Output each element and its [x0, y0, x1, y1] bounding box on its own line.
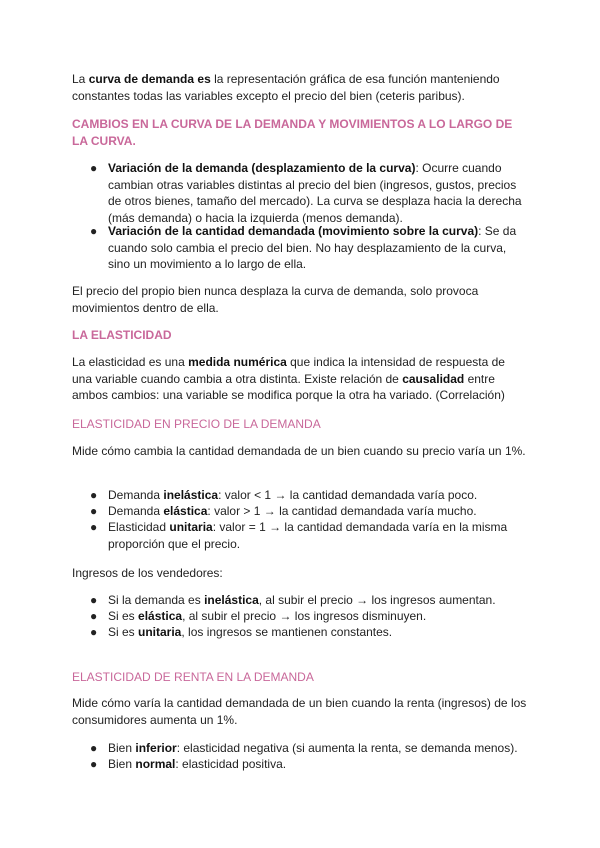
text-run: Bien: [108, 757, 136, 771]
bold-term: elástica: [138, 609, 183, 623]
bold-term: Variación de la demanda (desplazamiento de la curva): [108, 161, 416, 175]
text-run: , al subir el precio → los ingresos disminuyen.: [182, 609, 427, 623]
text-run: Si es: [108, 625, 139, 639]
text-run: Bien: [108, 741, 136, 755]
bullet-icon: ●: [90, 161, 98, 175]
bullet-icon: ●: [90, 488, 98, 502]
section-heading-precio: ELASTICIDAD EN PRECIO DE LA DEMANDA: [72, 417, 321, 431]
bold-term: inferior: [135, 741, 177, 755]
text-run: : valor < 1 → la cantidad demandada varía poco.: [218, 488, 478, 502]
renta-intro: Mide cómo varía la cantidad demandada de un bien cuando la renta (ingresos) de los consumidores aumenta un 1%.: [72, 696, 527, 727]
bold-term: Variación de la cantidad demandada (movimiento sobre la curva): [108, 224, 479, 238]
intro-paragraph: [72, 71, 528, 104]
bullet-icon: ●: [90, 625, 98, 639]
bold-term: inelástica: [204, 593, 259, 607]
section-heading-elasticidad: LA ELASTICIDAD: [72, 328, 172, 342]
bullet-icon: ●: [90, 609, 98, 623]
bold-term: medida numérica: [188, 355, 287, 369]
text-run: Demanda: [108, 504, 164, 518]
text-run: : Se da cuando solo cambia el precio del bien. No hay desplazamiento de la curva, sino un movimiento a lo largo de ella.: [108, 224, 517, 271]
text-run: : valor = 1 → la cantidad demandada varía en la misma proporción que el precio.: [108, 520, 508, 551]
bold-term: inelástica: [163, 488, 219, 502]
bold-term: unitaria: [169, 520, 213, 534]
text-run: : Ocurre cuando cambian otras variables distintas al precio del bien (ingresos, gustos, precios de otros bienes, tamaño del mercado). La curva se desplaza hacia la derecha (más demanda) o hacia la izquierda (menos demanda).: [108, 161, 522, 225]
text-run: La elasticidad es una: [72, 355, 189, 369]
bullet-icon: ●: [90, 593, 98, 607]
bold-term: curva de demanda es: [88, 72, 211, 86]
text-run: La: [72, 72, 89, 86]
text-run: : elasticidad positiva.: [175, 757, 287, 771]
bold-term: unitaria: [138, 625, 182, 639]
text-run: Si la demanda es: [108, 593, 205, 607]
bullet-icon: ●: [90, 504, 98, 518]
text-run: , los ingresos se mantienen constantes.: [181, 625, 393, 639]
bullet-icon: ●: [90, 741, 98, 755]
elasticidad-paragraph: [72, 354, 528, 404]
section-heading-renta: ELASTICIDAD DE RENTA EN LA DEMANDA: [72, 670, 314, 684]
note-paragraph: El precio del propio bien nunca desplaza la curva de demanda, solo provoca movimientos dentro de ella.: [72, 284, 479, 315]
precio-intro: Mide cómo cambia la cantidad demandada de un bien cuando su precio varía un 1%.: [72, 444, 526, 458]
bullet-icon: ●: [90, 757, 98, 771]
text-run: entre ambos cambios: una variable se modifica porque la otra ha variado. (Correlación): [72, 371, 505, 402]
text-run: , al subir el precio → los ingresos aumentan.: [258, 593, 496, 607]
text-run: la representación gráfica de esa función manteniendo constantes todas las variables excepto el precio del bien (ceteris paribus).: [72, 72, 500, 103]
bullet-icon: ●: [90, 224, 98, 238]
section-heading-cambios: CAMBIOS EN LA CURVA DE LA DEMANDA Y MOVIMIENTOS A LO LARGO DE LA CURVA.: [72, 117, 513, 148]
text-run: : valor > 1 → la cantidad demandada varía mucho.: [207, 504, 477, 518]
text-run: que indica la intensidad de respuesta de una variable cuando cambia a otra distinta. Existe relación de: [72, 355, 505, 386]
text-run: : elasticidad negativa (si aumenta la renta, se demanda menos).: [176, 741, 518, 755]
bold-term: causalidad: [402, 371, 465, 386]
text-run: Elasticidad: [108, 520, 170, 534]
bullet-icon: ●: [90, 520, 98, 534]
text-run: Demanda: [108, 488, 164, 502]
ingresos-label: Ingresos de los vendedores:: [72, 566, 223, 580]
bold-term: normal: [135, 757, 176, 771]
text-run: Si es: [108, 609, 139, 623]
bold-term: elástica: [163, 504, 208, 518]
